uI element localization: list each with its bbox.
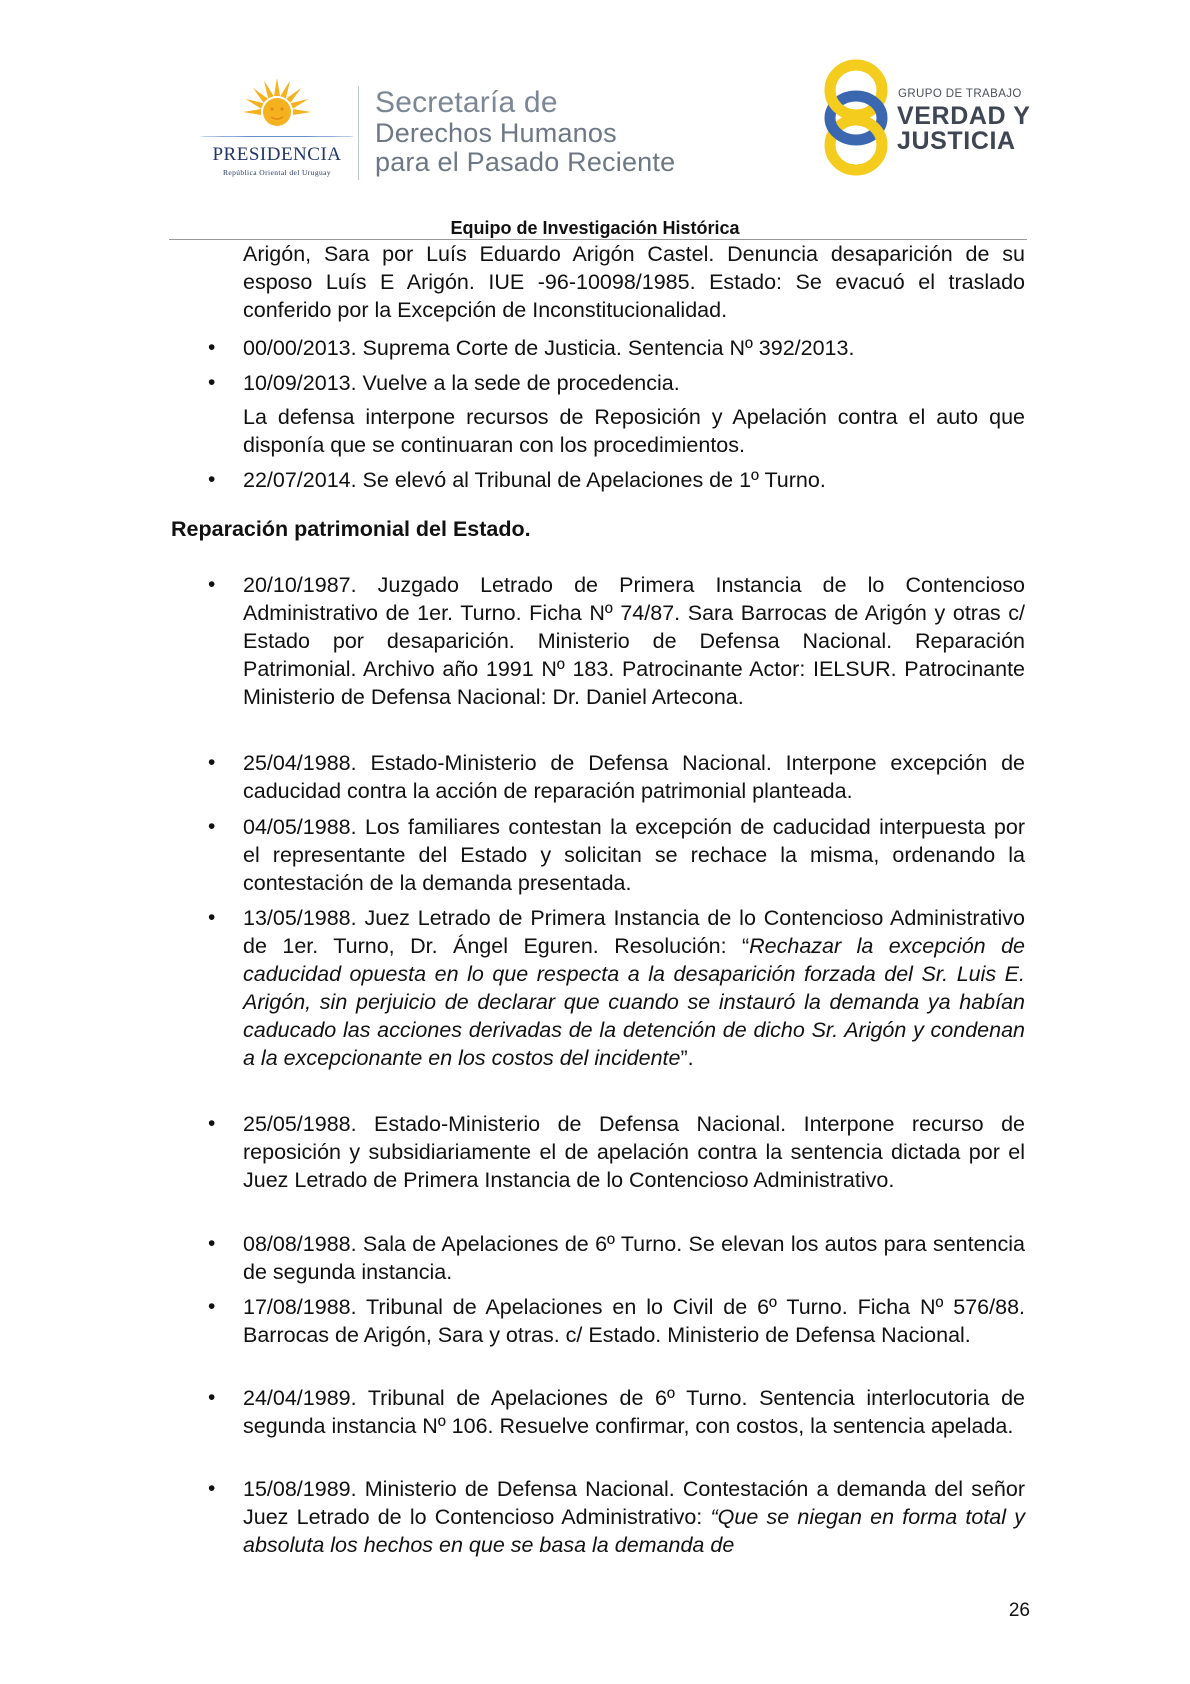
bullet-marker: •	[208, 1295, 216, 1318]
item-lead: 13/05/1988. Juez Letrado de Primera Instancia de lo Contencioso Administrativo de 1er. Turno, Dr. Ángel Eguren. Resolución: “	[243, 906, 1025, 958]
secretaria-line-3: para el Pasado Reciente	[375, 147, 676, 177]
bullet-marker: •	[208, 468, 216, 491]
bullet-marker: •	[208, 751, 216, 774]
bullet-marker: •	[208, 1232, 216, 1255]
list-item	[243, 904, 1025, 1072]
list-item: 24/04/1989. Tribunal de Apelaciones de 6º Turno. Sentencia interlocutoria de segunda instancia Nº 106. Resuelve confirmar, con costos, la sentencia apelada.	[243, 1386, 1025, 1438]
list-item: 25/04/1988. Estado-Ministerio de Defensa Nacional. Interpone excepción de caducidad contra la acción de reparación patrimonial planteada.	[243, 751, 1025, 803]
secretaria-logo-text	[375, 88, 675, 176]
list-item: 22/07/2014. Se elevó al Tribunal de Apelaciones de 1º Turno.	[243, 468, 826, 492]
presidencia-logo	[198, 78, 356, 182]
item-tail: ”.	[680, 1046, 694, 1070]
list-item	[243, 1475, 1025, 1559]
bullet-marker: •	[208, 1112, 216, 1135]
bullet-marker: •	[208, 371, 216, 394]
bullet-marker: •	[208, 573, 216, 596]
list-item: 25/05/1988. Estado-Ministerio de Defensa Nacional. Interpone recurso de reposición y subsidiariamente el de apelación contra la sentencia dictada por el Juez Letrado de Primera Instancia de lo Contencioso Administrativo.	[243, 1112, 1025, 1192]
header-separator	[358, 86, 359, 180]
presidencia-label: PRESIDENCIA	[212, 144, 342, 165]
presidencia-subtitle: República Oriental del Uruguay	[222, 168, 331, 177]
list-item: 17/08/1988. Tribunal de Apelaciones en lo Civil de 6º Turno. Ficha Nº 576/88. Barrocas de Arigón, Sara y otras. c/ Estado. Ministerio de Defensa Nacional.	[243, 1295, 1025, 1347]
list-item: 10/09/2013. Vuelve a la sede de procedencia.	[243, 371, 680, 395]
list-item: 00/00/2013. Suprema Corte de Justicia. Sentencia Nº 392/2013.	[243, 336, 855, 360]
team-label: Equipo de Investigación Histórica	[450, 218, 740, 238]
grupo-label: GRUPO DE TRABAJO	[898, 88, 1022, 100]
list-item-note: La defensa interpone recursos de Reposición y Apelación contra el auto que disponía que se continuaran con los procedimientos.	[243, 405, 1025, 457]
verdad-justicia-logo	[820, 56, 1030, 182]
list-item: 04/05/1988. Los familiares contestan la excepción de caducidad interpuesta por el representante del Estado y solicitan se rechace la misma, ordenando la contestación de la demanda presentada.	[243, 815, 1025, 895]
page-header	[0, 0, 1190, 240]
interlocked-rings-icon	[820, 56, 892, 182]
bullet-marker: •	[208, 336, 216, 359]
secretaria-line-2: Derechos Humanos	[375, 118, 617, 148]
intro-paragraph: Arigón, Sara por Luís Eduardo Arigón Castel. Denuncia desaparición de su esposo Luís E Arigón. IUE -96-10098/1985. Estado: Se evacuó el traslado conferido por la Excepción de Inconstitucionalidad.	[243, 242, 1025, 322]
justicia-label: JUSTICIA	[897, 127, 1016, 155]
bullet-marker: •	[208, 815, 216, 838]
list-item: 08/08/1988. Sala de Apelaciones de 6º Turno. Se elevan los autos para sentencia de segunda instancia.	[243, 1232, 1025, 1284]
presidencia-divider	[200, 136, 354, 137]
bullet-marker: •	[208, 906, 216, 929]
list-item: 20/10/1987. Juzgado Letrado de Primera Instancia de lo Contencioso Administrativo de 1er. Turno. Ficha Nº 74/87. Sara Barrocas de Arigón y otras c/ Estado por desaparición. Ministerio de Defensa Nacional. Reparación Patrimonial. Archivo año 1991 Nº 183. Patrocinante Actor: IELSUR. Patrocinante Ministerio de Defensa Nacional: Dr. Daniel Artecona.	[243, 573, 1025, 709]
verdad-label: VERDAD Y	[897, 102, 1031, 130]
page-number: 26	[1008, 1600, 1030, 1621]
item-quote: “Que se niegan en forma total y absoluta los hechos en que se basa la demanda de	[243, 1505, 1025, 1557]
item-quote: Rechazar la excepción de caducidad opuesta en lo que respecta a la desaparición forzada del Sr. Luis E. Arigón, sin perjuicio de declarar que cuando se instauró la demanda ya habían caducado las acciones derivadas de la detención de dicho Sr. Arigón y condenan a la excepcionante en los costos del incidente	[243, 934, 1025, 1070]
item-lead: 15/08/1989. Ministerio de Defensa Nacional. Contestación a demanda del señor Juez Letrado de lo Contencioso Administrativo:	[243, 1477, 1025, 1529]
sun-emblem-icon	[240, 78, 314, 136]
section-title: Reparación patrimonial del Estado.	[171, 517, 531, 541]
bullet-marker: •	[208, 1477, 216, 1500]
secretaria-line-1: Secretaría de	[375, 86, 558, 119]
bullet-marker: •	[208, 1386, 216, 1409]
